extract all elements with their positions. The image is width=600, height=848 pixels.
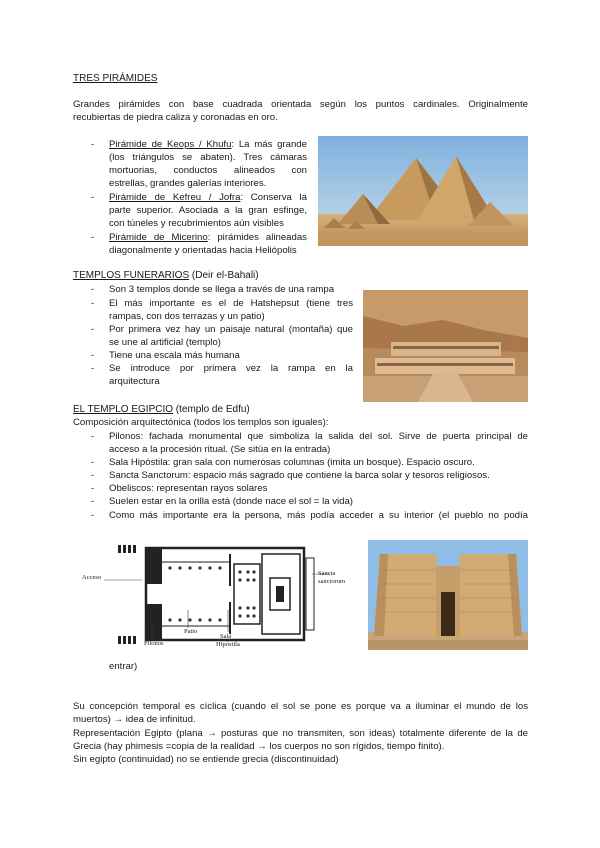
bullet-dash: - — [91, 496, 95, 507]
plan-label-pilonos: Pilonos — [144, 640, 164, 647]
conclusion-p2-line1: Representación Egipto (plana → posturas que no transmiten, son ideas) totalmente diferente de la de — [73, 728, 528, 739]
composicion-line: Composición arquitectónica (todos los templos son iguales): — [73, 417, 329, 428]
persona-line2: entrar) — [109, 661, 138, 672]
bullet-dash: - — [91, 232, 95, 243]
sala-hipostila-line: Sala Hipóstila: gran sala con numerosas columnas (imita un bosque). Espacio oscuro. — [109, 457, 475, 468]
bullet-dash: - — [91, 350, 95, 361]
plan-label-sancta: Sancta — [318, 570, 336, 577]
templos-bullet5-line1: Se introduce por primera vez la rampa en la — [109, 363, 353, 374]
kefreu-desc: : Conserva la — [240, 192, 307, 203]
heading-templo-egipcio — [73, 403, 250, 416]
keops-line4: estrellas, grandes galerías interiores. — [109, 178, 267, 189]
kefreu-line3: con túneles y recubrimientos aún visibles — [109, 218, 284, 229]
obeliscos-line: Obeliscos: representan rayos solares — [109, 483, 268, 494]
bullet-dash: - — [91, 324, 95, 335]
templos-bullet3-line2: se une al artificial (templo) — [109, 337, 221, 348]
keops-line1 — [109, 138, 307, 151]
plan-label-patio: Patio — [184, 628, 198, 635]
templos-heading-text: TEMPLOS FUNERARIOS — [73, 270, 190, 281]
templos-bullet2-line1: El más importante es el de Hatshepsut (tiene tres — [109, 298, 353, 309]
plan-label-sanctorum: sanctorum — [318, 578, 346, 585]
kefreu-name: Pirámide de Kefreu / Jofra — [109, 192, 241, 203]
keops-line3: mortuorias, conductos alineados con — [109, 165, 307, 176]
bullet-dash: - — [91, 510, 95, 521]
templo-heading-suffix: (templo de Edfu) — [173, 404, 250, 415]
bullet-dash: - — [91, 139, 95, 150]
orilla-line: Suelen estar en la orilla está (donde nace el sol = la vida) — [109, 496, 353, 507]
piramides-intro-line1: Grandes pirámides con base cuadrada orientada según los puntos cardinales. Originalmente — [73, 99, 528, 110]
hatshepsut-temple-photo — [363, 290, 528, 402]
micerino-line2: diagonalmente y orientadas hacia Heliópolis — [109, 245, 297, 256]
bullet-dash: - — [91, 284, 95, 295]
keops-name: Pirámide de Keops / Khufu — [109, 139, 232, 150]
templos-bullet5-line2: arquitectura — [109, 376, 160, 387]
pilonos-line2: acceso a la procesión ritual. (Se sitúa en la entrada) — [109, 444, 331, 455]
plan-label-acceso: Acceso — [82, 574, 102, 581]
plan-label-sala: Sala — [220, 633, 232, 640]
micerino-desc: : pirámides alineadas — [207, 232, 307, 243]
kefreu-line1 — [109, 191, 307, 204]
bullet-dash: - — [91, 192, 95, 203]
pilonos-line1: Pilonos: fachada monumental que simboliza la salida del sol. Sirve de puerta principal de — [109, 431, 528, 442]
micerino-name: Pirámide de Micerino — [109, 232, 208, 243]
bullet-dash: - — [91, 363, 95, 374]
micerino-line1 — [109, 231, 307, 244]
templo-heading-text: EL TEMPLO EGIPCIO — [73, 404, 174, 415]
conclusion-p3: Sin egipto (continuidad) no se entiende grecia (discontinuidad) — [73, 754, 339, 765]
persona-line1: Como más importante era la persona, más podía acceder a su interior (el pueblo no podía — [109, 510, 528, 521]
piramides-intro-line2: recubiertas de piedra caliza y coronadas en oro. — [73, 112, 278, 123]
heading-tres-piramides: TRES PIRÁMIDES — [73, 73, 158, 84]
sancta-sanctorum-line: Sancta Sanctorum: espacio más sagrado que contiene la barca solar y tesoros religiosos. — [109, 470, 490, 481]
templos-bullet4: Tiene una escala más humana — [109, 350, 240, 361]
conclusion-p1-line1: Su concepción temporal es cíclica (cuando el sol se pone es porque va a iluminar el mundo de los — [73, 701, 528, 712]
conclusion-p1-line2: muertos) → idea de infinitud. — [73, 714, 196, 725]
bullet-dash: - — [91, 470, 95, 481]
templos-bullet3-line1: Por primera vez hay un paisaje natural (montaña) que — [109, 324, 353, 335]
bullet-dash: - — [91, 457, 95, 468]
keops-line2: (los triángulos se abaten). Tres cámaras — [109, 152, 307, 163]
pyramids-photo — [318, 136, 528, 246]
kefreu-line2: parte superior. Asociada a la gran esfinge, — [109, 205, 307, 216]
bullet-dash: - — [91, 483, 95, 494]
templos-heading-suffix: (Deir el-Bahali) — [189, 270, 259, 281]
temple-floor-plan — [80, 540, 350, 652]
keops-desc: : La más grande — [231, 139, 307, 150]
heading-templos-funerarios — [73, 269, 259, 282]
templos-bullet2-line2: rampas, con dos terrazas y un patio) — [109, 311, 265, 322]
edfu-temple-photo — [368, 540, 528, 650]
bullet-dash: - — [91, 431, 95, 442]
conclusion-p2-line2: Grecia (hay phimesis =copia de la realidad → los cuerpos no son rígidos, tiempo finito). — [73, 741, 445, 752]
bullet-dash: - — [91, 298, 95, 309]
plan-label-hipostila: Hipóstila — [216, 641, 240, 648]
templos-bullet1: Son 3 templos donde se llega a través de una rampa — [109, 284, 335, 295]
